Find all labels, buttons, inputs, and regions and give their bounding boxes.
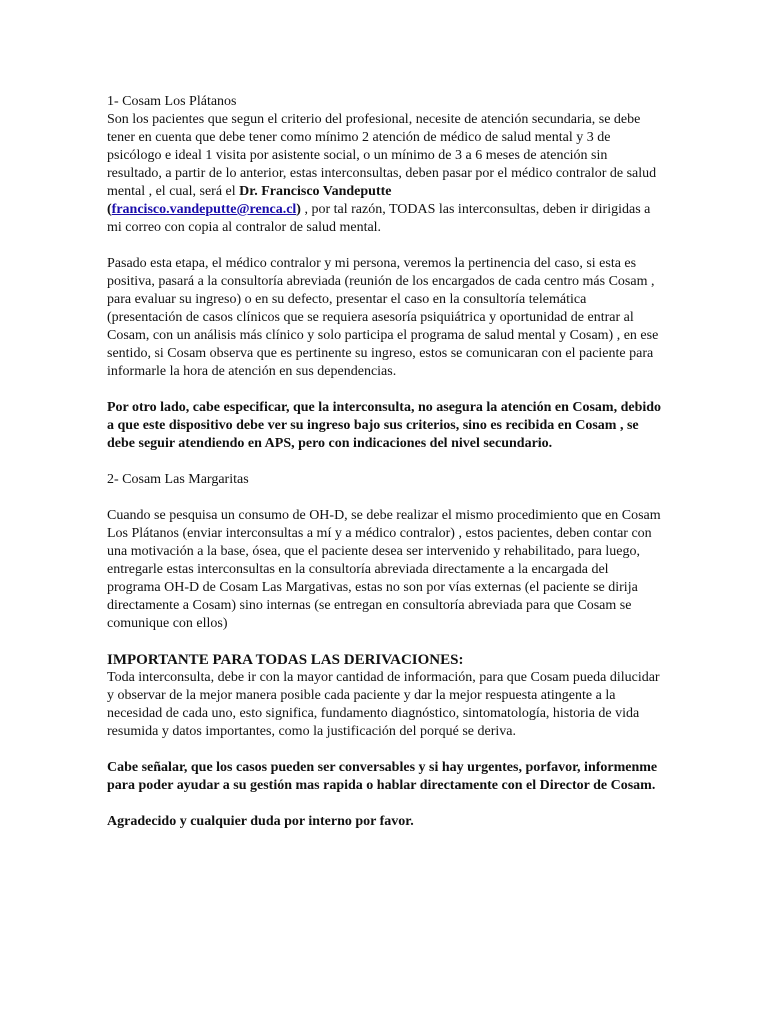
section2-heading: 2- Cosam Las Margaritas [107,472,249,487]
important-heading: IMPORTANTE PARA TODAS LAS DERIVACIONES: [107,652,464,668]
section1-heading: 1- Cosam Los Plátanos [107,94,237,109]
section1-intro-text: Son los pacientes que segun el criterio del profesional, necesite de atención secundaria, se debe tener en cuenta que debe tener como mínimo 2 atención de médico de salud mental y 3 de psicólogo e ideal 1 visita por asistente social, o un mínimo de 3 a 6 meses de atención sin resultado, a partir de lo anterior, estas interconsultas, deben pasar por el médico contralor de salud mental , el cual, será el [107,112,657,199]
closing-thanks: Agradecido y cualquier duda por interno por favor. [107,814,414,829]
paren-open: ( [107,202,112,217]
section1-paragraph2: Pasado esta etapa, el médico contralor y mi persona, veremos la pertinencia del caso, si esta es positiva, pasará a la consultoría abreviada (reunión de los encargados de cada centro más Cosam , para evaluar su ingreso) o en su defecto, presentar el caso en la consultoría telemática (presentación de casos clínicos que se requiera asesoría psiquiátrica y oportunidad de entrar al Cosam, con un análisis más clínico y solo participa el programa de salud mental y Cosam) , en ese sentido, si Cosam observa que es pertinente su ingreso, estos se comunicaran con el paciente para informarle la hora de atención en sus dependencias. [107,256,659,379]
section1-intro-paragraph [107,111,663,237]
doctor-name: Dr. Francisco Vandeputte [239,184,392,199]
important-paragraph: Toda interconsulta, debe ir con la mayor cantidad de información, para que Cosam pueda dilucidar y observar de la mejor manera posible cada paciente y dar la mejor respuesta atingente a la necesidad de cada uno, esto significa, fundamento diagnóstico, sintomatología, historia de vida resumida y datos importantes, como la justificación del porqué se deriva. [107,670,660,739]
section2-paragraph: Cuando se pesquisa un consumo de OH-D, se debe realizar el mismo procedimiento que en Cosam Los Plátanos (enviar interconsultas a mí y a médico contralor) , estos pacientes, deben contar con una motivación a la base, ósea, que el paciente desea ser intervenido y rehabilitado, para luego, entregarle estas interconsultas en la consultoría abreviada directamente a la encargada del programa OH-D de Cosam Las Margativas, estas no son por vías externas (el paciente se dirija directamente a Cosam) sino internas (se entregan en consultoría abreviada para que Cosam se comunique con ellos) [107,508,661,631]
email-link[interactable]: francisco.vandeputte@renca.cl [111,202,297,217]
paren-close: ) [296,202,301,217]
document-body [107,93,663,831]
section1-intro-end: , por tal razón, TODAS las interconsultas, deben ir dirigidas a mi correo con copia al contralor de salud mental. [107,202,651,235]
closing-note: Cabe señalar, que los casos pueden ser conversables y si hay urgentes, porfavor, informenme para poder ayudar a su gestión mas rapida o hablar directamente con el Director de Cosam. [107,760,658,793]
section1-bold-note: Por otro lado, cabe especificar, que la interconsulta, no asegura la atención en Cosam, debido a que este dispositivo debe ver su ingreso bajo sus criterios, sino es recibida en Cosam , se debe seguir atendiendo en APS, pero con indicaciones del nivel secundario. [107,400,662,451]
